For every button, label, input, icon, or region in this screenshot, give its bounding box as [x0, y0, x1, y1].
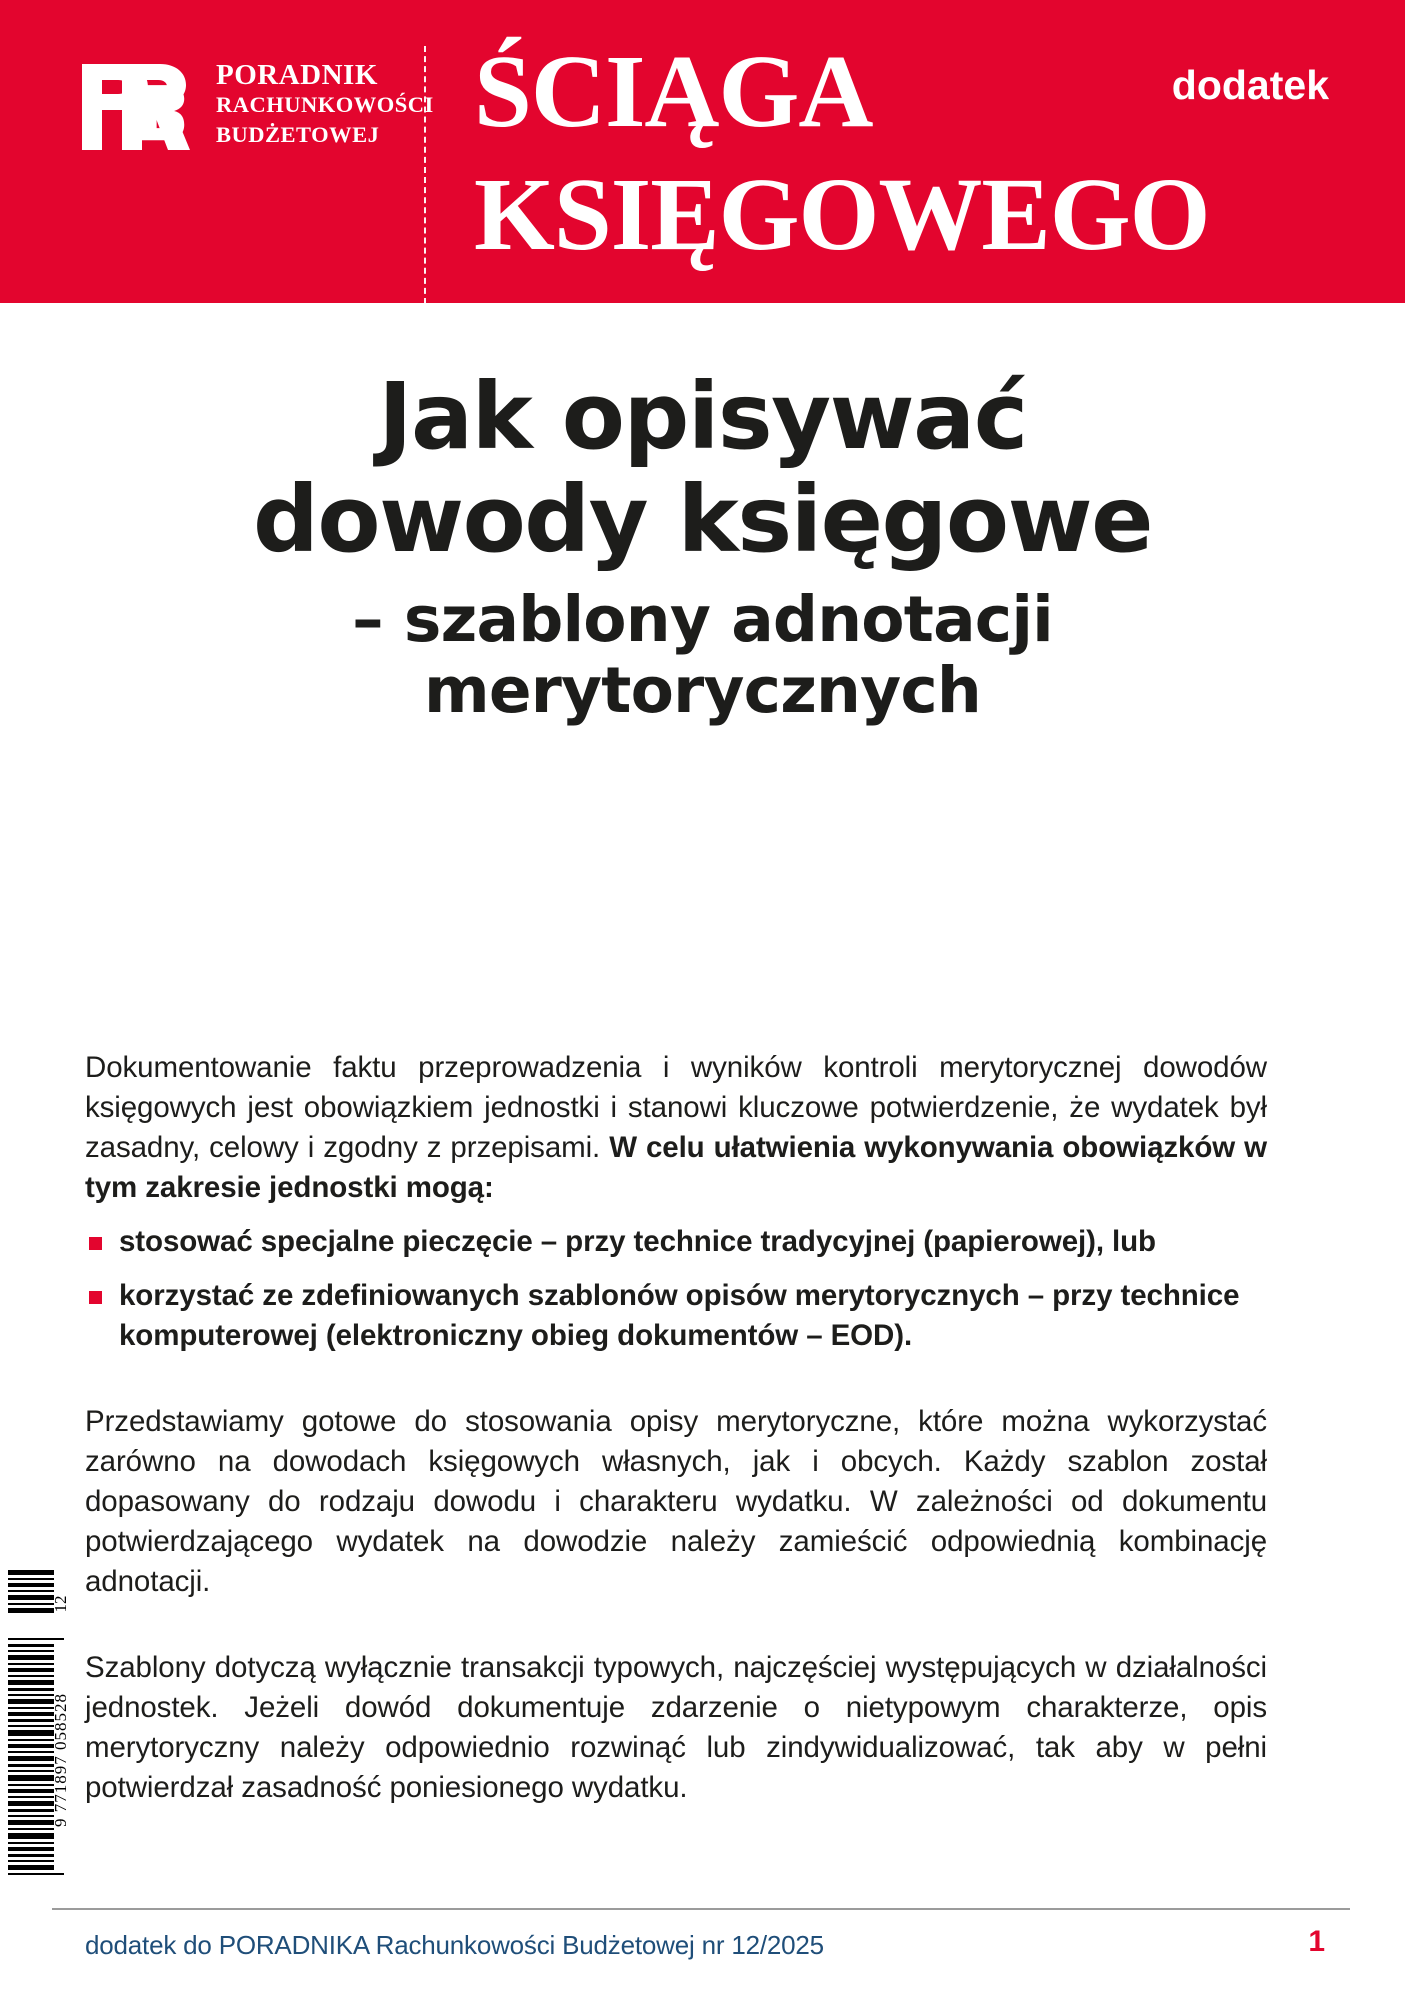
intro-paragraph [85, 1048, 1267, 1208]
requirements-list [85, 1222, 1267, 1356]
paragraph-two: Przedstawiamy gotowe do stosowania opisy merytoryczne, które można wykorzystać zarówno na dowodach księgowych własnych, jak i obcych. Każdy szablon został dopasowany do rodzaju dowodu i charakteru wydatku. W zależności od dokumentu potwierdzającego wydatek na dowodzie należy zamieścić odpowiednią kombinację adnotacji. [85, 1405, 1267, 1598]
vertical-dashed-divider [424, 46, 426, 303]
series-title-line-2: KSIĘGOWEGO [474, 156, 1210, 272]
brand-line-3: BUDŻETOWEJ [216, 122, 380, 147]
brand-wordmark [216, 58, 434, 150]
paragraph-spacer [85, 1356, 1267, 1402]
list-item-label: stosować specjalne pieczęcie – przy technice tradycyjnej (papierowej), lub [119, 1225, 1156, 1258]
prb-monogram-icon [80, 58, 202, 156]
page-title-line-1: Jak opisywać [378, 363, 1027, 470]
body-content [85, 1048, 1267, 1808]
page-subtitle-line-1: – szablony adnotacji [352, 583, 1053, 657]
brand-logo-block [80, 58, 434, 156]
page-subtitle [0, 585, 1405, 726]
list-item [85, 1276, 1267, 1356]
footer-source-label: dodatek do PORADNIKA Rachunkowości Budżetowej nr 12/2025 [85, 1930, 824, 1960]
page-title-block [0, 365, 1405, 726]
page-subtitle-line-2: merytorycznych [424, 653, 981, 727]
supplement-badge: dodatek [1171, 62, 1329, 108]
paragraph-spacer [85, 1602, 1267, 1648]
page-title [0, 363, 1405, 574]
square-bullet-icon [89, 1291, 102, 1304]
masthead-banner [0, 0, 1405, 303]
intro-text-regular: Dokumentowanie faktu przeprowadzenia i wyników kontroli merytorycznej dowodów księgowych jest obowiązkiem jednostki i stanowi kluczowe potwierdzenie, że wydatek był zasadny, celowy i zgodny z przepisami. [85, 1051, 1267, 1164]
square-bullet-icon [89, 1237, 102, 1250]
list-item-label: korzystać ze zdefiniowanych szablonów opisów merytorycznych – przy technice komputerowej (elektroniczny obieg dokumentów – EOD). [119, 1279, 1240, 1352]
paragraph-three: Szablony dotyczą wyłącznie transakcji typowych, najczęściej występujących w działalności jednostek. Jeżeli dowód dokumentuje zdarzenie o nietypowym charakterze, opis merytoryczny należy odpowiednio rozwinąć lub zindywidualizować, tak aby w pełni potwierdzał zasadność poniesionego wydatku. [85, 1651, 1267, 1804]
brand-line-2: RACHUNKOWOŚCI [216, 92, 434, 117]
footer-divider [52, 1908, 1350, 1910]
intro-text-bold: W celu ułatwienia wykonywania obowiązków w tym zakresie jednostki mogą: [85, 1131, 1267, 1204]
page-number: 1 [1308, 1925, 1325, 1958]
barcode-issue-code: 12 [51, 1595, 70, 1613]
series-title [474, 34, 1210, 272]
list-item [85, 1222, 1267, 1262]
series-title-line-1: ŚCIĄGA [474, 34, 873, 149]
brand-line-1: PORADNIK [216, 59, 378, 91]
issn-barcode [8, 1560, 74, 1960]
page-title-line-2: dowody księgowe [253, 466, 1152, 574]
barcode-digits: 9 771897 058528 [51, 1693, 70, 1827]
